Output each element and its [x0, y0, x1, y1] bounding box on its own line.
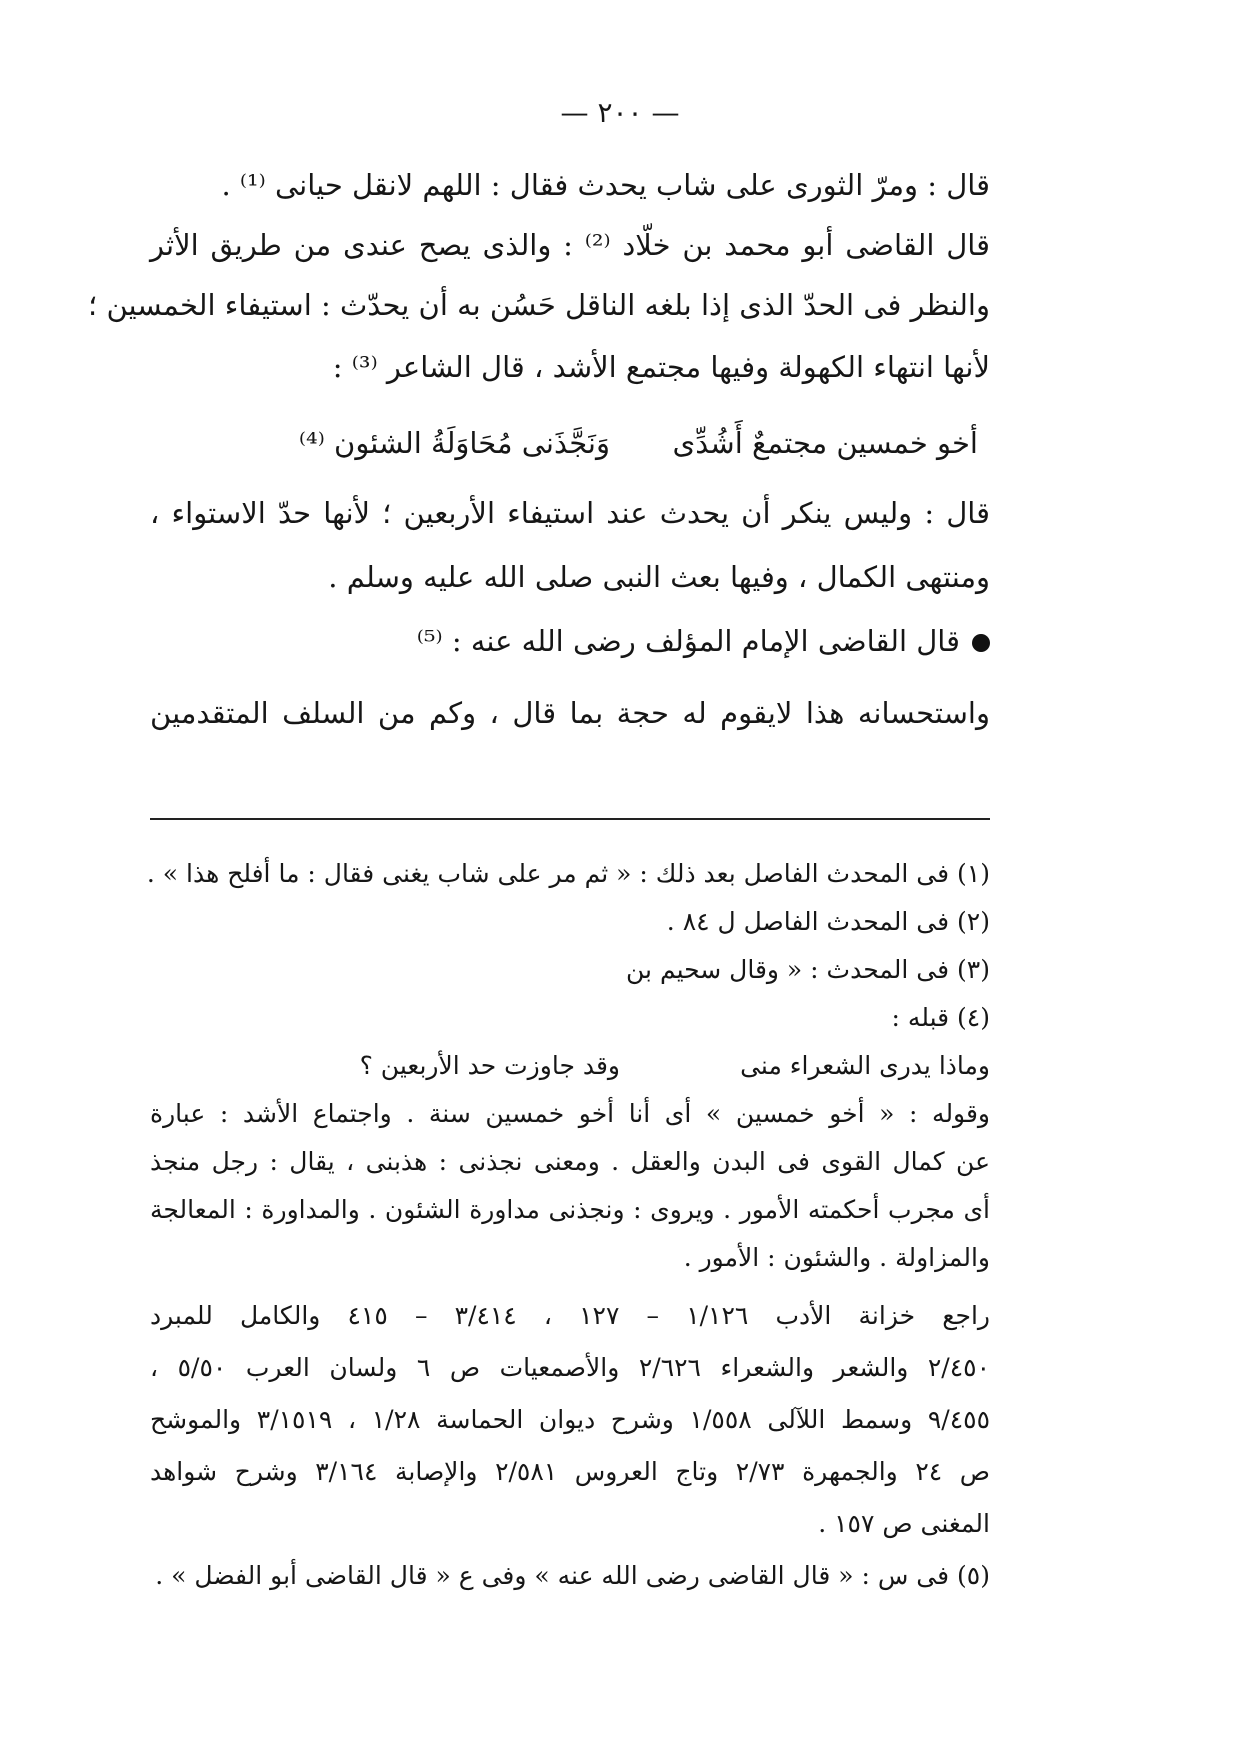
section-bullet-icon	[972, 634, 990, 652]
verse-hemistich-second: وَنَجَّذَنى مُحَاوَلَةُ الشئون ⁽⁴⁾	[298, 426, 610, 460]
page-number: — ٢٠٠ —	[560, 96, 680, 129]
footnote-1: (١) فى المحدث الفاصل بعد ذلك : « ثم مر على شاب يغنى فقال : ما أفلح هذا » .	[146, 859, 990, 888]
main-line-8: واستحسانه هذا لايقوم له حجة بما قال ، وكم من السلف المتقدمين	[150, 696, 990, 730]
reference-line-1: راجع خزانة الأدب ١/١٢٦ – ١٢٧ ، ٣/٤١٤ – ٤١٥ والكامل للمبرد	[150, 1301, 990, 1330]
main-line-2: قال القاضى أبو محمد بن خلّاد ⁽²⁾ : والذى يصح عندى من طريق الأثر	[150, 228, 990, 262]
explanation-line-4: والمزاولة . والشئون : الأمور .	[683, 1243, 990, 1272]
reference-line-4: ص ٢٤ والجمهرة ٢/٧٣ وتاج العروس ٢/٥٨١ والإصابة ٣/١٦٤ وشرح شواهد	[150, 1457, 990, 1486]
explanation-line-1: وقوله : « أخو خمسين » أى أنا أخو خمسين سنة . واجتماع الأشد : عبارة	[150, 1099, 990, 1128]
footnote-4: (٤) قبله :	[891, 1003, 990, 1032]
reference-line-5: المغنى ص ١٥٧ .	[818, 1509, 990, 1538]
footnotes	[146, 852, 991, 1682]
main-line-6: ومنتهى الكمال ، وفيها بعث النبى صلى الله عليه وسلم .	[328, 560, 990, 594]
explanation-line-2: عن كمال القوى فى البدن والعقل . ومعنى نجذنى : هذبنى ، يقال : رجل منجذ	[150, 1147, 990, 1176]
footnote-5: (٥) فى س : « قال القاضى رضى الله عنه » وفى ع « قال القاضى أبو الفضل » .	[155, 1561, 990, 1590]
main-line-3: والنظر فى الحدّ الذى إذا بلغه الناقل حَسُن به أن يحدّث : استيفاء الخمسين ؛	[88, 288, 990, 322]
reference-line-2: ٢/٤٥٠ والشعر والشعراء ٢/٦٢٦ والأصمعيات ص ٦ ولسان العرب ٥/٥٠ ،	[150, 1353, 991, 1382]
poem-hemistich-second: وقد جاوزت حد الأربعين ؟	[359, 1051, 620, 1080]
verse-hemistich-first: أخو خمسين مجتمعٌ أَشُدِّى	[672, 426, 978, 460]
footnote-2: (٢) فى المحدث الفاصل ل ٨٤ .	[666, 907, 990, 936]
reference-line-3: ٩/٤٥٥ وسمط اللآلى ١/٥٥٨ وشرح ديوان الحماسة ١/٢٨ ، ٣/١٥١٩ والموشح	[150, 1405, 990, 1434]
poem-hemistich-first: وماذا يدرى الشعراء منى	[740, 1051, 990, 1080]
main-line-4: لأنها انتهاء الكهولة وفيها مجتمع الأشد ، قال الشاعر ⁽³⁾ :	[332, 350, 990, 384]
main-line-7: قال القاضى الإمام المؤلف رضى الله عنه : ⁽⁵⁾	[416, 624, 960, 658]
footnote-3: (٣) فى المحدث : « وقال سحيم بن	[626, 955, 990, 984]
explanation-line-3: أى مجرب أحكمته الأمور . ويروى : ونجذنى مداورة الشئون . والمداورة : المعالجة	[150, 1195, 990, 1224]
footnote-separator	[150, 818, 990, 820]
main-line-5: قال : وليس ينكر أن يحدث عند استيفاء الأربعين ؛ لأنها حدّ الاستواء ،	[150, 496, 990, 530]
main-line-1: قال : ومرّ الثورى على شاب يحدث فقال : اللهم لانقل حيانى ⁽¹⁾ .	[221, 168, 990, 202]
section-marker-line	[150, 616, 990, 666]
main-text	[88, 160, 990, 730]
